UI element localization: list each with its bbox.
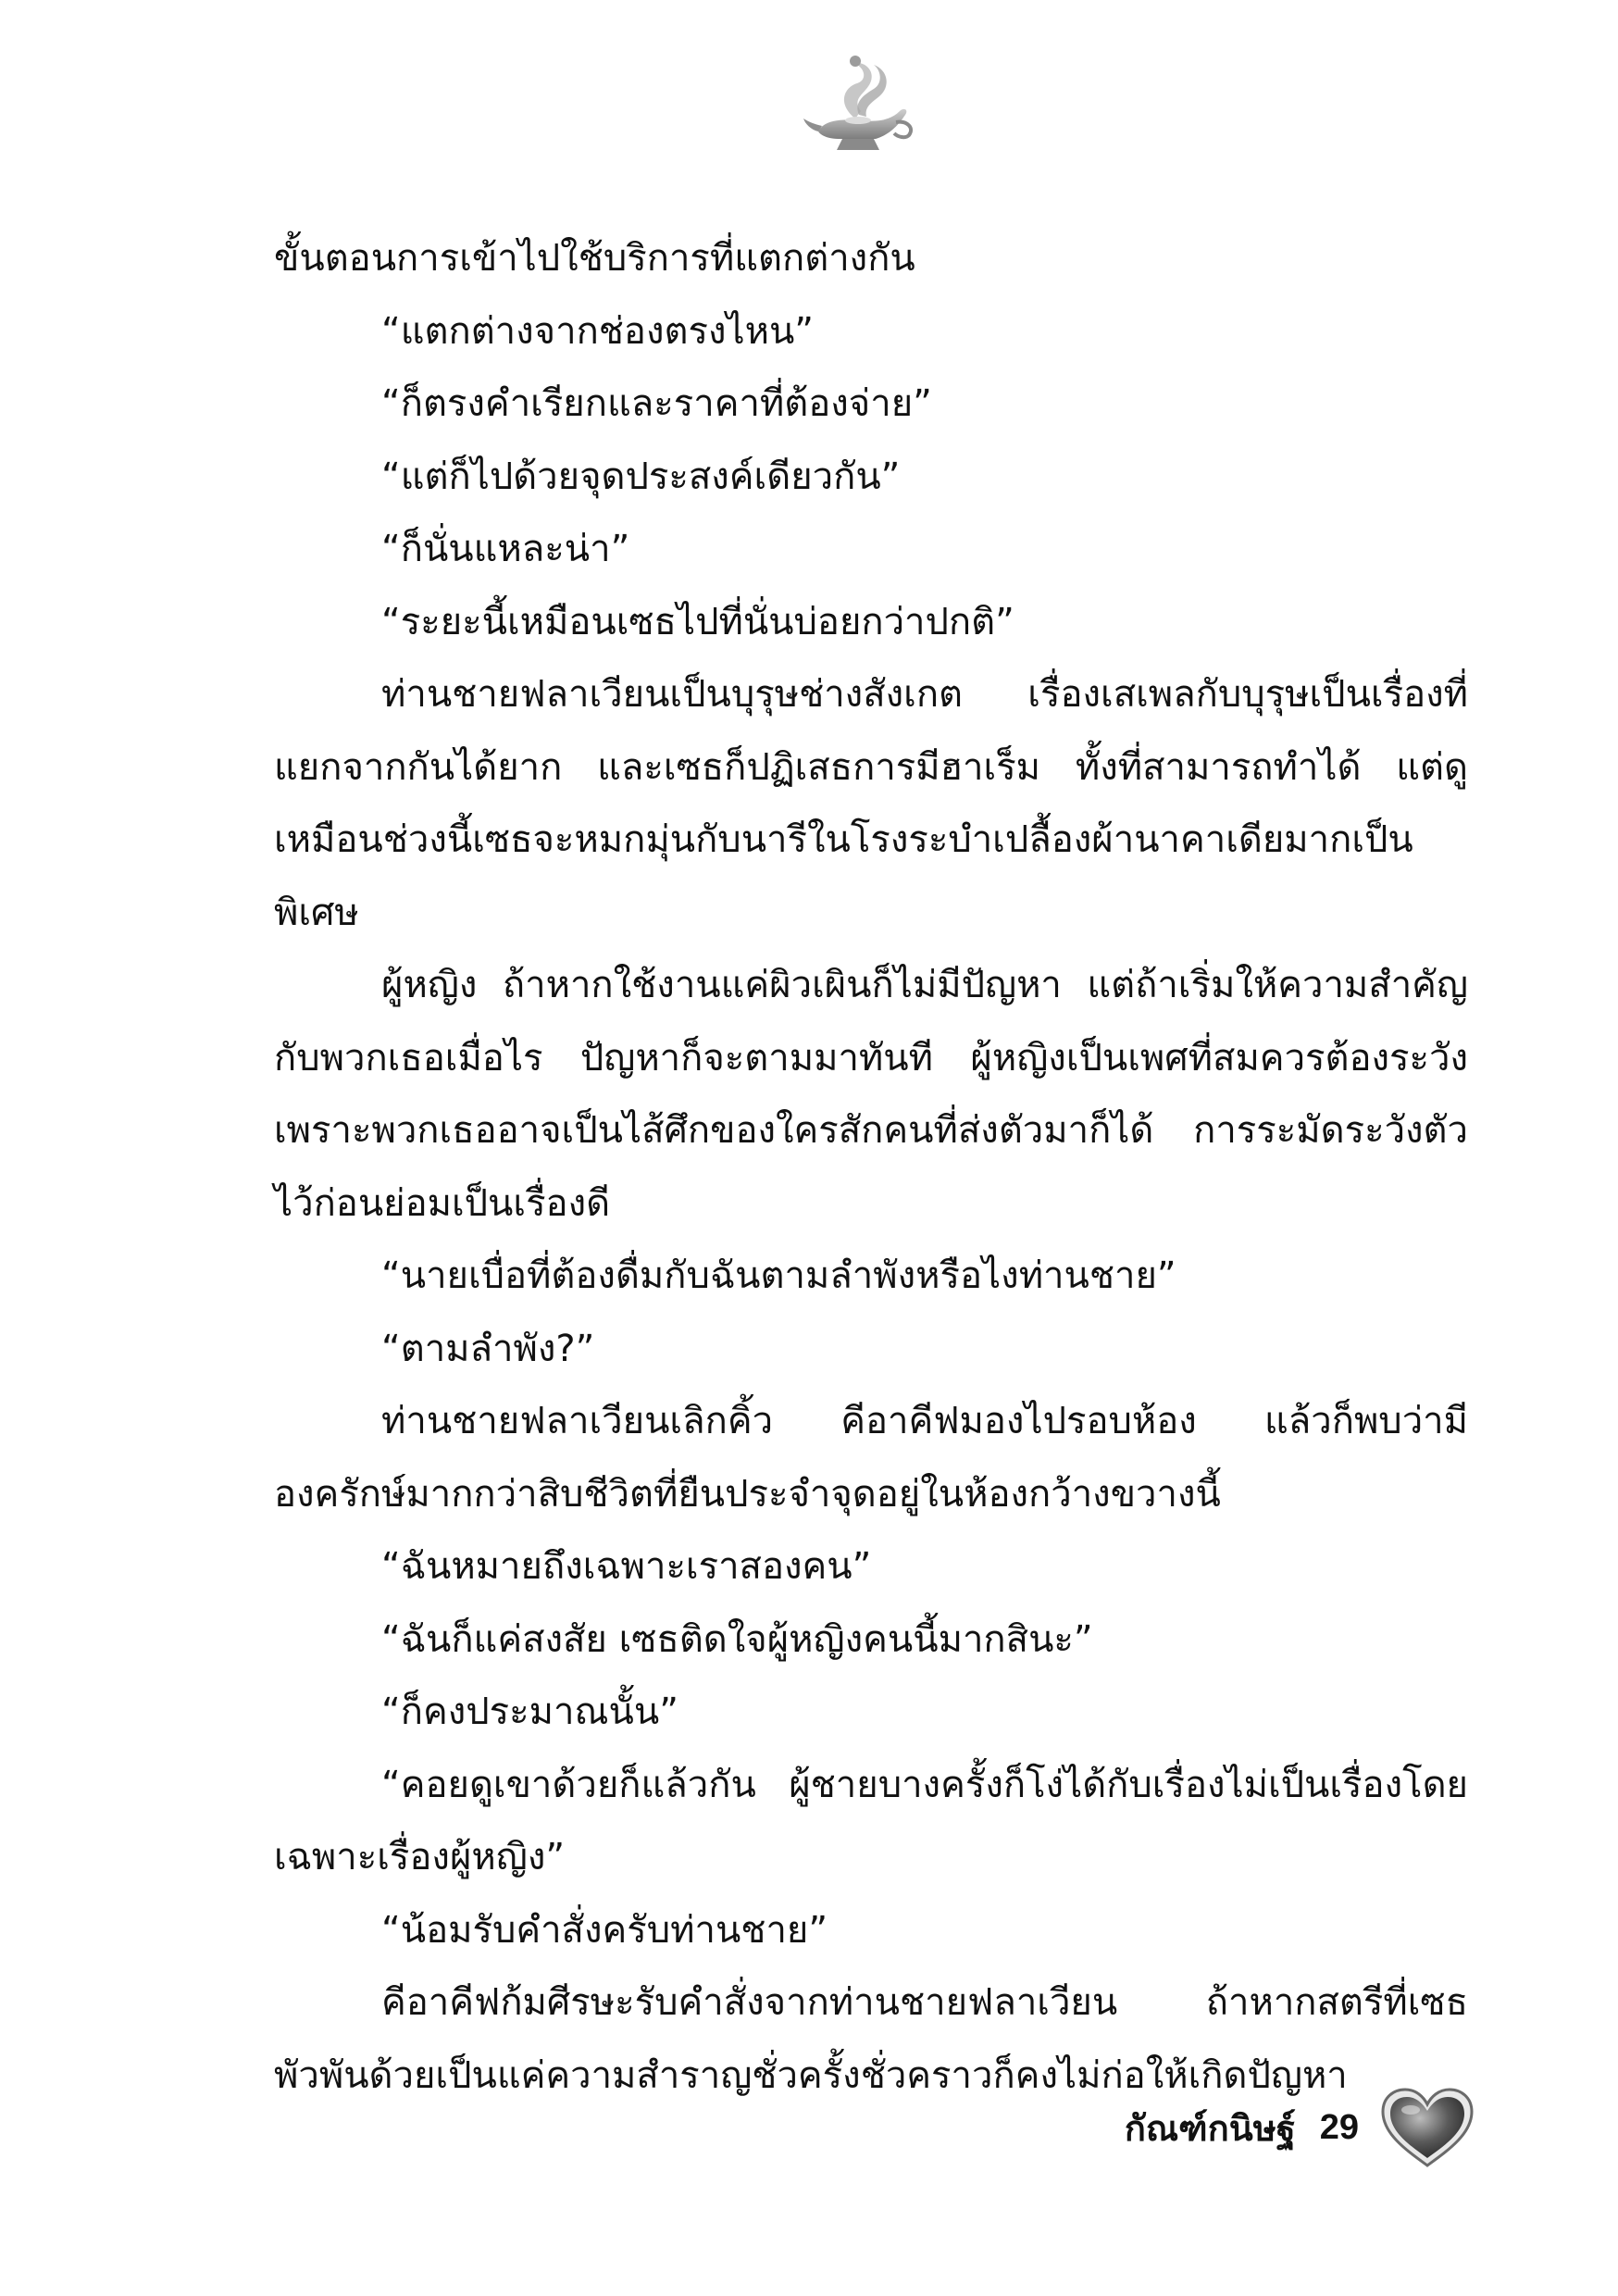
dialogue-line: “ก็คงประมาณนั้น”	[381, 1691, 678, 1733]
paragraph: คีอาคีฟก้มศีรษะรับคำสั่งจากท่านชายฟลาเวียน ถ้าหากสตรีที่เซธพัวพันด้วยเป็นแค่ความสำราญชั่วครั้งชั่วคราวก็คงไม่ก่อให้เกิดปัญหา	[274, 1981, 1468, 2097]
paragraph: ท่านชายฟลาเวียนเลิกคิ้ว คีอาคีฟมองไปรอบห้อง แล้วก็พบว่ามีองครักษ์มากกว่าสิบชีวิตที่ยืนประจำจุดอยู่ในห้องกว้างขวางนี้	[274, 1400, 1468, 1516]
dialogue-line: “นายเบื่อที่ต้องดื่มกับฉันตามลำพังหรือไงท่านชาย”	[381, 1254, 1176, 1297]
dialogue-line: “ฉันหมายถึงเฉพาะเราสองคน”	[381, 1545, 872, 1588]
dialogue-line: “แต่ก็ไปด้วยจุดประสงค์เดียวกัน”	[381, 455, 901, 498]
dialogue-line: “ฉันก็แค่สงสัย เซธติดใจผู้หญิงคนนี้มากสินะ”	[381, 1617, 1093, 1661]
dialogue-line: “ก็ตรงคำเรียกและราคาที่ต้องจ่าย”	[381, 382, 932, 425]
dialogue-line: “ตามลำพัง?”	[381, 1327, 595, 1370]
heart-icon	[1379, 2086, 1475, 2169]
dialogue-line: “ระยะนี้เหมือนเซธไปที่นั่นบ่อยกว่าปกติ”	[381, 600, 1014, 643]
genie-lamp-icon	[800, 46, 920, 167]
dialogue-line: “คอยดูเขาด้วยก็แล้วกัน ผู้ชายบางครั้งก็โง่ได้กับเรื่องไม่เป็นเรื่องโดยเฉพาะเรื่องผู้หญิง”	[274, 1763, 1468, 1878]
dialogue-line: “ก็นั่นแหละน่า”	[381, 528, 630, 570]
book-title: กัณฑ์กนิษฐ์	[1124, 2107, 1296, 2149]
paragraph: ขั้นตอนการเข้าไปใช้บริการที่แตกต่างกัน	[274, 237, 915, 280]
paragraph: ท่านชายฟลาเวียนเป็นบุรุษช่างสังเกต เรื่องเสเพลกับบุรุษเป็นเรื่องที่แยกจากกันได้ยาก และเซธก็ปฏิเสธการมีฮาเร็ม ทั้งที่สามารถทำได้ แต่ดูเหมือนช่วงนี้เซธจะหมกมุ่นกับนารีในโรงระบำเปลื้องผ้านาคาเดียมากเป็นพิเศษ	[274, 673, 1468, 934]
body-text	[274, 222, 1468, 2112]
paragraph: ผู้หญิง ถ้าหากใช้งานแค่ผิวเผินก็ไม่มีปัญหา แต่ถ้าเริ่มให้ความสำคัญกับพวกเธอเมื่อไร ปัญหาก็จะตามมาทันที ผู้หญิงเป็นเพศที่สมควรต้องระวัง เพราะพวกเธออาจเป็นไส้ศึกของใครสักคนที่ส่งตัวมาก็ได้ การระมัดระวังตัวไว้ก่อนย่อมเป็นเรื่องดี	[274, 964, 1468, 1225]
dialogue-line: “น้อมรับคำสั่งครับท่านชาย”	[381, 1908, 828, 1952]
dialogue-line: “แตกต่างจากช่องตรงไหน”	[381, 309, 815, 353]
page-number: 29	[1319, 2107, 1359, 2147]
page-footer	[1125, 2081, 1475, 2174]
